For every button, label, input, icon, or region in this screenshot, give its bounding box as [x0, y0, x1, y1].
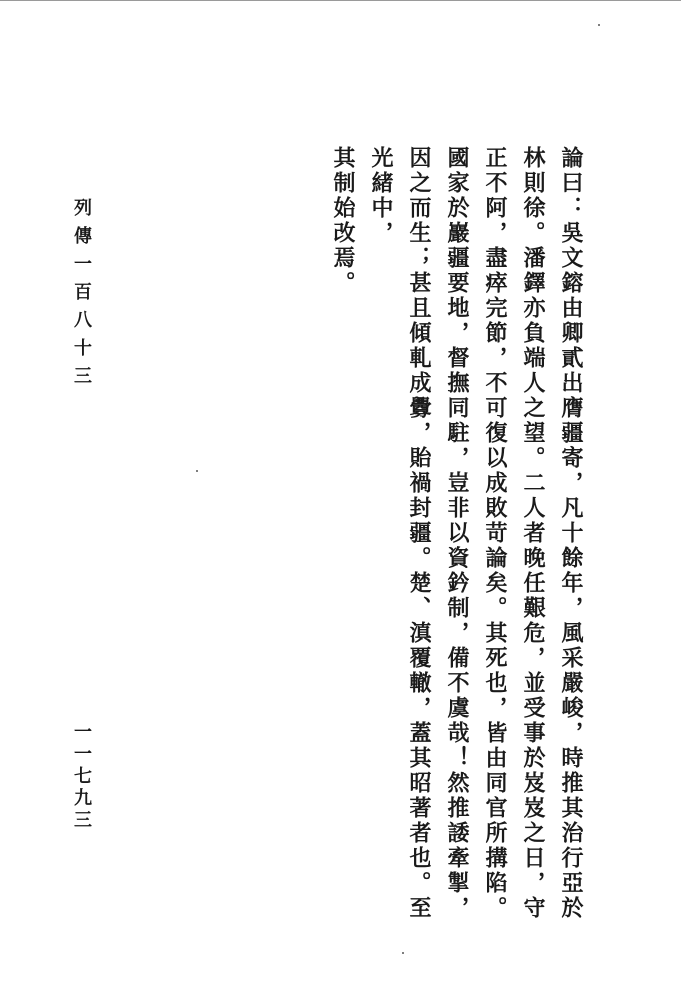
top-border — [0, 0, 681, 1]
print-speck — [196, 470, 198, 472]
page-number: 一一七九三 — [71, 722, 92, 832]
print-speck — [598, 24, 600, 26]
main-text-block — [330, 146, 590, 926]
paragraph-lun: 論曰：吳文鎔由卿貳出膺疆寄，凡十餘年，風采嚴峻，時推其治行亞於林則徐。潘鐸亦負端人之望。二人者晚任艱危，並受事於岌岌之日，守正不阿，盡瘁完節，不可復以成敗苛論矣。其死也，皆由同官所搆陷。國家於巖疆要地，督撫同駐，豈非以資鈐制，備不虞哉！然推諉牽掣，因之而生；甚且傾軋成釁，貽禍封疆。楚、滇覆轍，蓋其昭著者也。至光緒中， — [368, 146, 584, 921]
print-speck — [402, 952, 404, 954]
margin-chapter-title: 列傳一百八十三 — [71, 198, 92, 394]
paragraph-continuation: 其制始改焉。 — [330, 146, 356, 296]
